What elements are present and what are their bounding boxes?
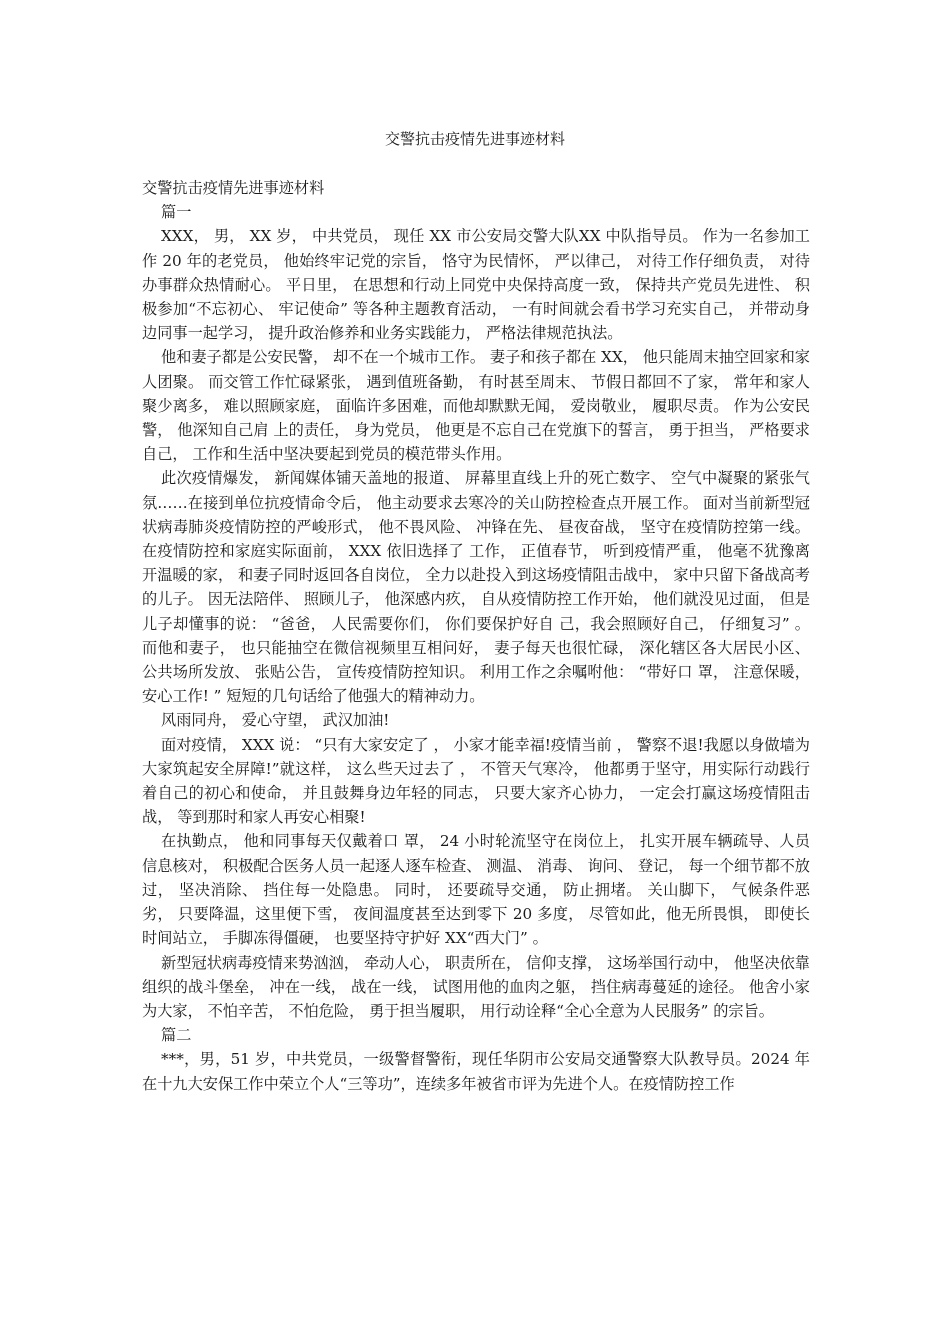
paragraph-1: XXX， 男， XX 岁， 中共党员， 现任 XX 市公安局交警大队XX 中队指导员。 作为一名参加工作 20 年的老党员， 他始终牢记党的宗旨， 恪守为民情怀， 严以律己， 对待工作仔细负责， 对待办事群众热情耐心。 平日里， 在思想和行动上同党中央保持高度一致， 保持共产党员先进性、 积极参加“不忘初心、 牢记使命” 等各种主题教育活动， 一有时间就会看书学习充实自己， 并带动身边同事一起学习， 提升政治修养和业务实践能力， 严格法律规范执法。 (142, 227, 810, 343)
paragraph-3: 此次疫情爆发， 新闻媒体铺天盖地的报道、 屏幕里直线上升的死亡数字、 空气中凝聚的紧张气氛……在接到单位抗疫情命令后， 他主动要求去寒冷的关山防控检查点开展工作。 面对当前新型冠状病毒肺炎疫情防控的严峻形式， 他不畏风险、 冲锋在先、 昼夜奋战， 坚守在疫情防控第一线。在疫情防控和家庭实际面前， XXX 依旧选择了 工作， 正值春节， 听到疫情严重， 他毫不犹豫离开温暖的家， 和妻子同时返回各自岗位， 全力以赴投入到这场疫情阻击战中， 家中只留下备战高考的儿子。 因无法陪伴、 照顾儿子， 他深感内疚， 自从疫情防控工作开始， 他们就没见过面， 但是儿子却懂事的说： “爸爸， 人民需要你们， 你们要保护好自 己，我会照顾好自己， 仔细复习” 。 而他和妻子， 也只能抽空在微信视频里互相问好， 妻子每天也很忙碌， 深化辖区各大居民小区、 公共场所发放、 张贴公告， 宣传疫情防控知识。 利用工作之余嘱咐他： “带好口 罩， 注意保暖， 安心工作! ” 短短的几句话给了他强大的精神动力。 (142, 469, 810, 706)
paragraph-7: 新型冠状病毒疫情来势汹汹， 牵动人心， 职责所在， 信仰支撑， 这场举国行动中， 他坚决依靠组织的战斗堡垒， 冲在一线， 战在一线， 试图用他的血肉之躯， 挡住病毒蔓延的途径。 他舍小家为大家， 不怕辛苦， 不怕危险， 勇于担当履职， 用行动诠释“全心全意为人民服务” 的宗旨。 (142, 953, 810, 1020)
document-body (142, 176, 810, 1096)
document-subtitle: 交警抗击疫情先进事迹材料 (142, 179, 325, 197)
paragraph-2: 他和妻子都是公安民警， 却不在一个城市工作。 妻子和孩子都在 XX， 他只能周末抽空回家和家人团聚。 而交管工作忙碌紧张， 遇到值班备勤， 有时甚至周末、 节假日都回不了家， 常年和家人聚少离多， 难以照顾家庭， 面临许多困难，而他却默默无闻， 爱岗敬业， 履职尽责。 作为公安民警， 他深知自己肩 上的责任， 身为党员， 他更是不忘自己在党旗下的誓言， 勇于担当， 严格要求自己， 工作和生活中坚决要起到党员的模范带头作用。 (142, 348, 810, 464)
section-heading-1: 篇一 (161, 203, 192, 222)
paragraph-8: ***，男，51 岁，中共党员，一级警督警衔，现任华阴市公安局交通警察大队教导员。2024 年在十九大安保工作中荣立个人“三等功”，连续多年被省市评为先进个人。在疫情防控工作 (142, 1050, 810, 1093)
paragraph-6: 在执勤点， 他和同事每天仅戴着口 罩， 24 小时轮流坚守在岗位上， 扎实开展车辆疏导、人员信息核对， 积极配合医务人员一起逐人逐车检查、 测温、 消毒、 询问、 登记， 每一个细节都不放过， 坚决消除、 挡住每一处隐患。 同时， 还要疏导交通， 防止拥堵。 关山脚下， 气候条件恶劣， 只要降温，这里便下雪， 夜间温度甚至达到零下 20 多度， 尽管如此，他无所畏惧， 即使长时间站立， 手脚冻得僵硬， 也要坚持守护好 XX“西大门” 。 (142, 832, 810, 948)
document-title: 交警抗击疫情先进事迹材料 (384, 130, 565, 148)
section-heading-2: 篇二 (161, 1026, 192, 1045)
paragraph-5: 面对疫情， XXX 说： “只有大家安定了 ， 小家才能幸福!疫情当前 ， 警察不退!我愿以身做墙为大家筑起安全屏障!”就这样， 这么些天过去了 ， 不管天气寒冷， 他都勇于坚守，用实际行动践行着自己的初心和使命， 并且鼓舞身边年轻的同志， 只要大家齐心协力， 一定会打赢这场疫情阻击战， 等到那时和家人再安心相聚! (142, 735, 810, 827)
paragraph-4: 风雨同舟， 爱心守望， 武汉加油! (161, 711, 390, 730)
